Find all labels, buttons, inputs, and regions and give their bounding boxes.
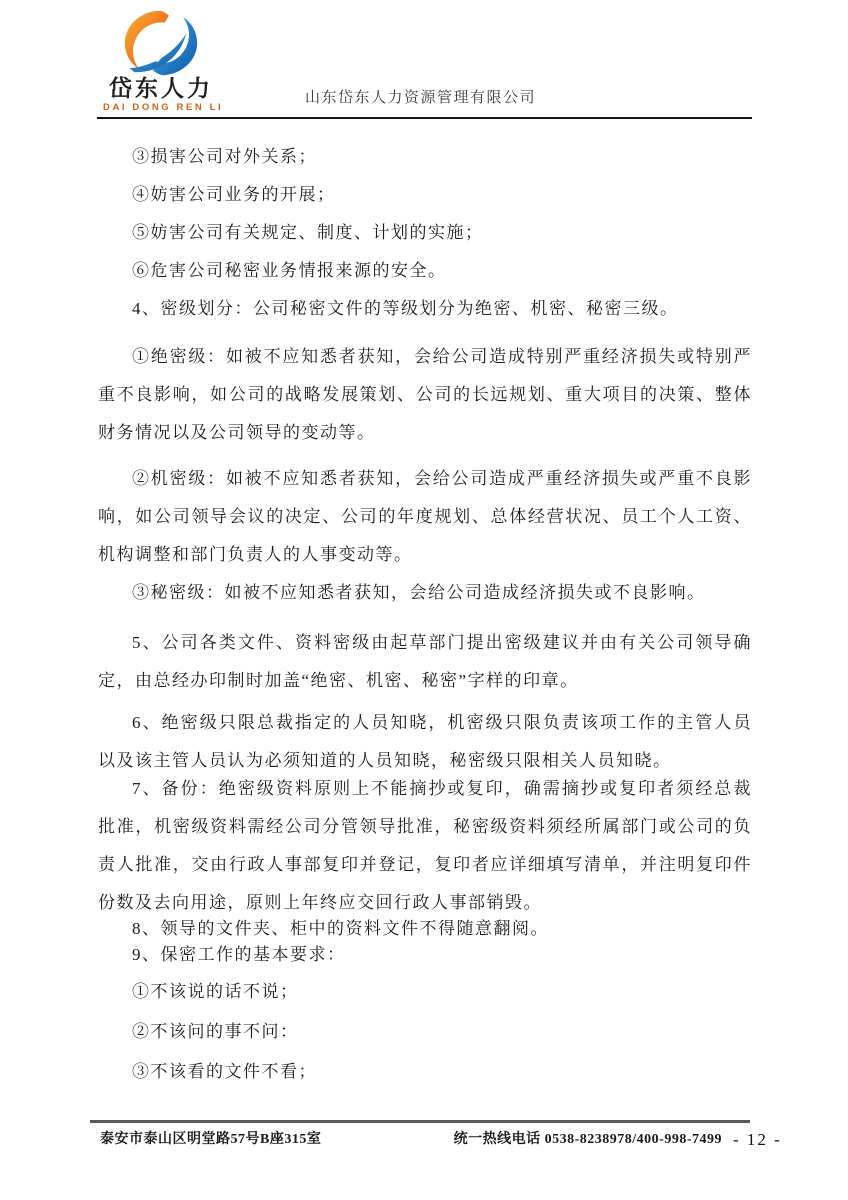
footer-address: 泰安市泰山区明堂路57号B座315室 — [100, 1132, 322, 1147]
logo-brand-en: DAI DONG REN LI — [103, 102, 224, 113]
body-paragraph: ②机密级：如被不应知悉者获知，会给公司造成严重经济损失或严重不良影响，如公司领导会议的决定、公司的年度规划、总体经营状况、员工个人工资、机构调整和部门负责人的人事变动等。 — [98, 469, 752, 564]
footer-info — [100, 1128, 722, 1148]
body-paragraph: 6、绝密级只限总裁指定的人员知晓，机密级只限负责该项工作的主管人员以及该主管人员认为必须知道的人员知晓，秘密级只限相关人员知晓。 — [98, 713, 752, 770]
footer-hotline: 统一热线电话 0538-8238978/400-998-7499 — [453, 1132, 722, 1147]
body-paragraph: ①不该说的话不说； — [132, 982, 299, 1001]
body-paragraph: ①绝密级：如被不应知悉者获知，会给公司造成特别严重经济损失或特别严重不良影响，如公司的战略发展策划、公司的长远规划、重大项目的决策、整体财务情况以及公司领导的变动等。 — [98, 347, 752, 442]
body-paragraph: ③损害公司对外关系； — [132, 147, 317, 166]
logo-swirl-icon — [121, 10, 201, 76]
body-paragraph: 4、密级划分：公司秘密文件的等级划分为绝密、机密、秘密三级。 — [132, 299, 679, 318]
body-paragraph: 9、保密工作的基本要求： — [132, 945, 346, 964]
body-paragraph: ④妨害公司业务的开展； — [132, 185, 336, 204]
body-paragraph: 8、领导的文件夹、柜中的资料文件不得随意翻阅。 — [132, 919, 549, 938]
body-paragraph: ②不该问的事不问： — [132, 1022, 299, 1041]
header-divider — [97, 117, 752, 119]
company-logo — [103, 10, 224, 113]
body-paragraph: ⑤妨害公司有关规定、制度、计划的实施； — [132, 223, 484, 242]
body-paragraph: ③不该看的文件不看； — [132, 1062, 317, 1081]
body-paragraph: 7、备份：绝密级资料原则上不能摘抄或复印，确需摘抄或复印者须经总裁批准，机密级资料需经公司分管领导批准，秘密级资料须经所属部门或公司的负责人批准，交由行政人事部复印并登记，复印者应详细填写清单，并注明复印件份数及去向用途，原则上年终应交回行政人事部销毁。 — [98, 779, 752, 912]
body-paragraph: ③秘密级：如被不应知悉者获知，会给公司造成经济损失或不良影响。 — [132, 583, 706, 602]
document-body — [98, 138, 752, 1092]
logo-brand-cn: 岱东人力 — [109, 75, 213, 101]
page-number: - 12 - — [733, 1130, 782, 1149]
body-paragraph: 5、公司各类文件、资料密级由起草部门提出密级建议并由有关公司领导确定，由总经办印制时加盖“绝密、机密、秘密”字样的印章。 — [98, 633, 752, 690]
body-paragraph: ⑥危害公司秘密业务情报来源的安全。 — [132, 261, 447, 280]
company-name: 山东岱东人力资源管理有限公司 — [305, 90, 537, 106]
footer-divider — [90, 1120, 750, 1123]
